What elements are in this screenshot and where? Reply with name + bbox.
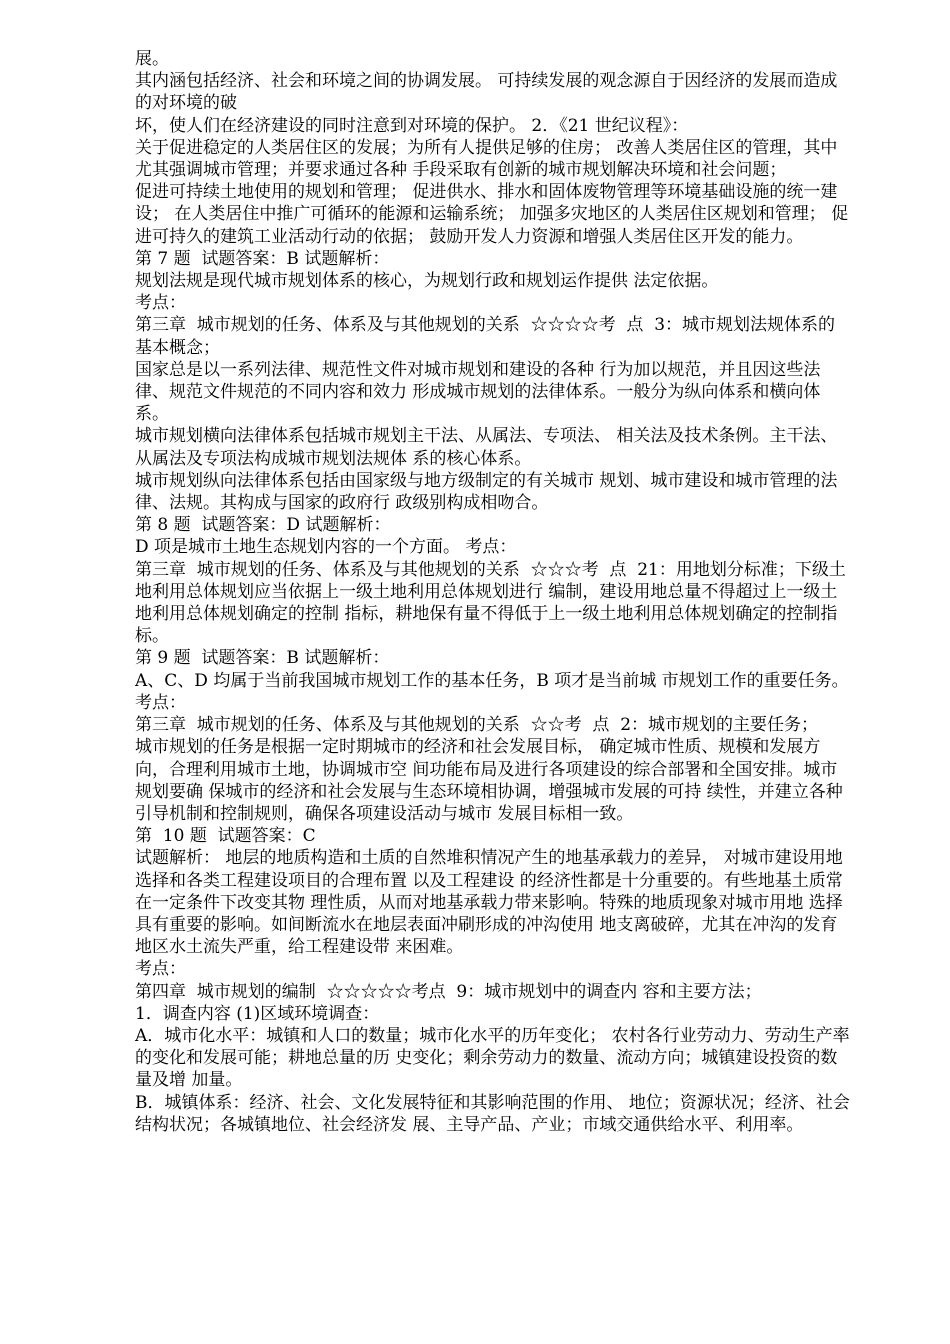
- chapter-heading: 第三章 城市规划的任务、体系及与其他规划的关系 ☆☆☆☆考 点 3：城市规划法规体系的基本概念；: [135, 315, 836, 358]
- exam-point-label: 考点：: [135, 959, 186, 980]
- chapter-heading: 第四章 城市规划的编制 ☆☆☆☆☆考点 9：城市规划中的调查内 容和主要方法；: [135, 981, 762, 1002]
- exam-point-label: 考点：: [135, 293, 186, 314]
- text-line: 1．调查内容 (1)区域环境调查：: [135, 1003, 380, 1024]
- text-line: 试题解析： 地层的地质构造和土质的自然堆积情况产生的地基承载力的差异， 对城市建设用地选择和各类工程建设项目的合理布置 以及工程建设 的经济性都是十分重要的。有些地基土质常在一定条件下改变其物 理性质，从而对地基承载力带来影响。特殊的地质现象对城市用地 选择具有重要的影响。如间断流水在地层表面冲刷形成的冲沟使用 地支离破碎，尤其在冲沟的发育地区水土流失严重，给工程建设带 来困难。: [135, 848, 843, 958]
- text-line: 国家总是以一系列法律、规范性文件对城市规划和建设的各种 行为加以规范，并且因这些法律、规范文件规范的不同内容和效力 形成城市规划的法律体系。一般分为纵向体系和横向体系。: [135, 359, 821, 425]
- text-line: 展。: [135, 49, 169, 69]
- question-heading: 第 7 题 试题答案：B 试题解析：: [135, 248, 390, 269]
- text-line: 城市规划横向法律体系包括城市规划主干法、从属法、专项法、 相关法及技术条例。主干法、从属法及专项法构成城市规划法规体 系的核心体系。: [135, 426, 838, 469]
- chapter-heading: 第三章 城市规划的任务、体系及与其他规划的关系 ☆☆考 点 2：城市规划的主要任务；: [135, 715, 819, 736]
- text-line: 城市规划的任务是根据一定时期城市的经济和社会发展目标， 确定城市性质、规模和发展方向，合理利用城市土地，协调城市空 间功能布局及进行各项建设的综合部署和全国安排。城市规划要确 保城市的经济和社会发展与生态环境相协调，增强城市发展的可持 续性，并建立各种引导机制和控制规则，确保各项建设活动与城市 发展目标相一致。: [135, 737, 843, 824]
- text-line: 其内涵包括经济、社会和环境之间的协调发展。 可持续发展的观念源自于因经济的发展而造成的对环境的破: [135, 71, 838, 114]
- text-line: 坏，使人们在经济建设的同时注意到对环境的保护。 2．《21 世纪议程》：: [135, 115, 689, 136]
- question-heading: 第 8 题 试题答案：D 试题解析：: [135, 515, 391, 536]
- text-line: B．城镇体系：经济、社会、文化发展特征和其影响范围的作用、 地位；资源状况；经济、社会结构状况；各城镇地位、社会经济发 展、主导产品、产业；市域交通供给水平、利用率。: [135, 1092, 850, 1135]
- chapter-heading: 第三章 城市规划的任务、体系及与其他规划的关系 ☆☆☆考 点 21：用地划分标准；下级土地利用总体规划应当依据上一级土地利用总体规划进行 编制，建设用地总量不得超过上一级土地利用总体规划确定的控制 指标，耕地保有量不得低于上一级土地利用总体规划确定的控制指 标。: [135, 559, 846, 647]
- exam-point-label: 考点：: [135, 692, 186, 713]
- question-heading: 第 10 题 试题答案：C: [135, 826, 316, 847]
- text-line: A、C、D 均属于当前我国城市规划工作的基本任务，B 项才是当前城 市规划工作的重要任务。: [135, 670, 849, 691]
- text-line: 促进可持续土地使用的规划和管理； 促进供水、排水和固体废物管理等环境基础设施的统一建设； 在人类居住中推广可循环的能源和运输系统； 加强多灾地区的人类居住区规划和管理； 促进可持久的建筑工业活动行动的依据； 鼓励开发人力资源和增强人类居住区开发的能力。: [135, 182, 849, 247]
- question-heading: 第 9 题 试题答案：B 试题解析：: [135, 648, 390, 669]
- text-line: D 项是城市土地生态规划内容的一个方面。 考点：: [135, 537, 517, 558]
- text-line: 城市规划纵向法律体系包括由国家级与地方级制定的有关城市 规划、城市建设和城市管理的法律、法规。其构成与国家的政府行 政级别构成相吻合。: [135, 470, 838, 514]
- text-line: 关于促进稳定的人类居住区的发展；为所有人提供足够的住房； 改善人类居住区的管理，其中尤其强调城市管理；并要求通过各种 手段采取有创新的城市规划解决环境和社会问题；: [135, 137, 838, 181]
- text-line: A．城市化水平：城镇和人口的数量；城市化水平的历年变化； 农村各行业劳动力、劳动生产率的变化和发展可能；耕地总量的历 史变化；剩余劳动力的数量、流动方向；城镇建设投资的数量及增 加量。: [135, 1025, 850, 1091]
- text-line: 规划法规是现代城市规划体系的核心，为规划行政和规划运作提供 法定依据。: [135, 271, 719, 292]
